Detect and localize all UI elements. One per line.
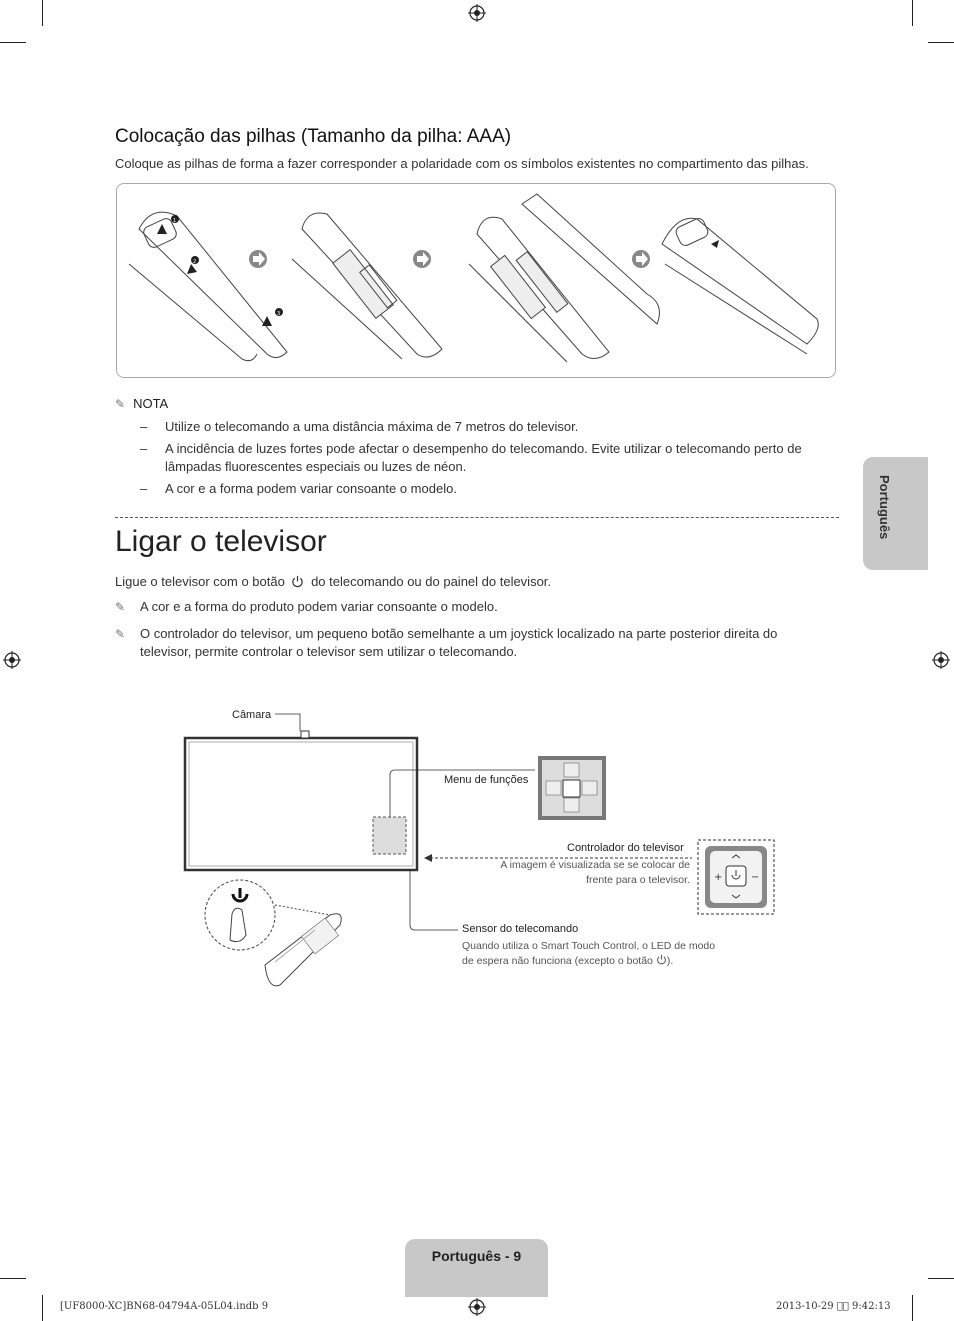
note-item: ✎ O controlador do televisor, um pequeno botão semelhante a um joystick localizado na parte posterior direita do televisor, permite controlar o televisor sem utilizar o telecomando. [115, 626, 778, 659]
tv-controller-icon [698, 840, 774, 914]
print-info-right: 2013-10-29 ￿￿ 9:42:13 [776, 1301, 891, 1312]
controller-minus: − [751, 872, 760, 883]
note-item: ✎ A cor e a forma do produto podem variar consoante o modelo. [115, 599, 498, 614]
crop-mark [928, 42, 954, 43]
camera-label: Câmara [232, 709, 272, 721]
power-icon [291, 575, 304, 588]
function-menu-label: Menu de funções [444, 774, 529, 786]
registration-mark-icon [468, 4, 486, 22]
section-title: Colocação das pilhas (Tamanho da pilha: AAA) [115, 126, 512, 147]
finger-pressing-power-icon [205, 880, 275, 950]
power-instruction: Ligue o televisor com o botão do telecomando ou do painel do televisor. [115, 574, 552, 589]
crop-mark [42, 0, 43, 26]
smart-touch-remote-icon [265, 914, 341, 986]
step-number: 1 [173, 218, 177, 224]
function-menu-icon [538, 756, 606, 820]
list-item: – A incidência de luzes fortes pode afectar o desempenho do telecomando. Evite utilizar o telecomando perto de lâmpadas fluorescentes especiais ou luzes de néon. [140, 441, 802, 474]
sensor-description: Quando utiliza o Smart Touch Control, o LED de modo de espera não funciona (excepto o botão ). [462, 940, 716, 967]
power-icon [656, 954, 667, 965]
camera-icon [301, 731, 309, 738]
controller-plus: + [714, 872, 723, 883]
page-title: Ligar o televisor [115, 525, 327, 558]
note-list [140, 418, 810, 502]
page-number-tab: Português - 9 [405, 1239, 548, 1297]
list-item: – A cor e a forma podem variar consoante o modelo. [140, 481, 457, 496]
crop-mark [912, 1295, 913, 1321]
crop-mark [42, 1295, 43, 1321]
list-item: – Utilize o telecomando a uma distância máxima de 7 metros do televisor. [140, 419, 579, 434]
registration-mark-icon [932, 651, 950, 669]
section-divider [115, 517, 839, 518]
crop-mark [0, 1278, 26, 1279]
pencil-icon: ✎ [115, 600, 126, 614]
pencil-icon: ✎ [115, 627, 126, 641]
controller-label: Controlador do televisor [567, 842, 684, 854]
battery-steps-illustration [117, 184, 837, 379]
registration-mark-icon [3, 651, 21, 669]
function-menu-area [373, 817, 406, 854]
print-info-left: [UF8000-XC]BN68-04794A-05L04.indb 9 [60, 1301, 269, 1312]
step-number: 3 [277, 311, 281, 317]
section-intro: Coloque as pilhas de forma a fazer corresponder a polaridade com os símbolos existentes no compartimento das pilhas. [115, 156, 809, 171]
controller-description: A imagem é visualizada se se colocar de frente para o televisor. [500, 859, 690, 886]
crop-mark [0, 42, 26, 43]
battery-figure [116, 183, 836, 378]
pencil-icon: ✎ [115, 397, 126, 411]
registration-mark-icon [468, 1298, 486, 1316]
crop-mark [928, 1278, 954, 1279]
sensor-label: Sensor do telecomando [462, 923, 579, 935]
note-heading-text: NOTA [133, 396, 169, 411]
crop-mark [912, 0, 913, 26]
step-number: 2 [193, 259, 197, 265]
language-tab: Português [863, 457, 928, 570]
note-heading [115, 396, 168, 411]
